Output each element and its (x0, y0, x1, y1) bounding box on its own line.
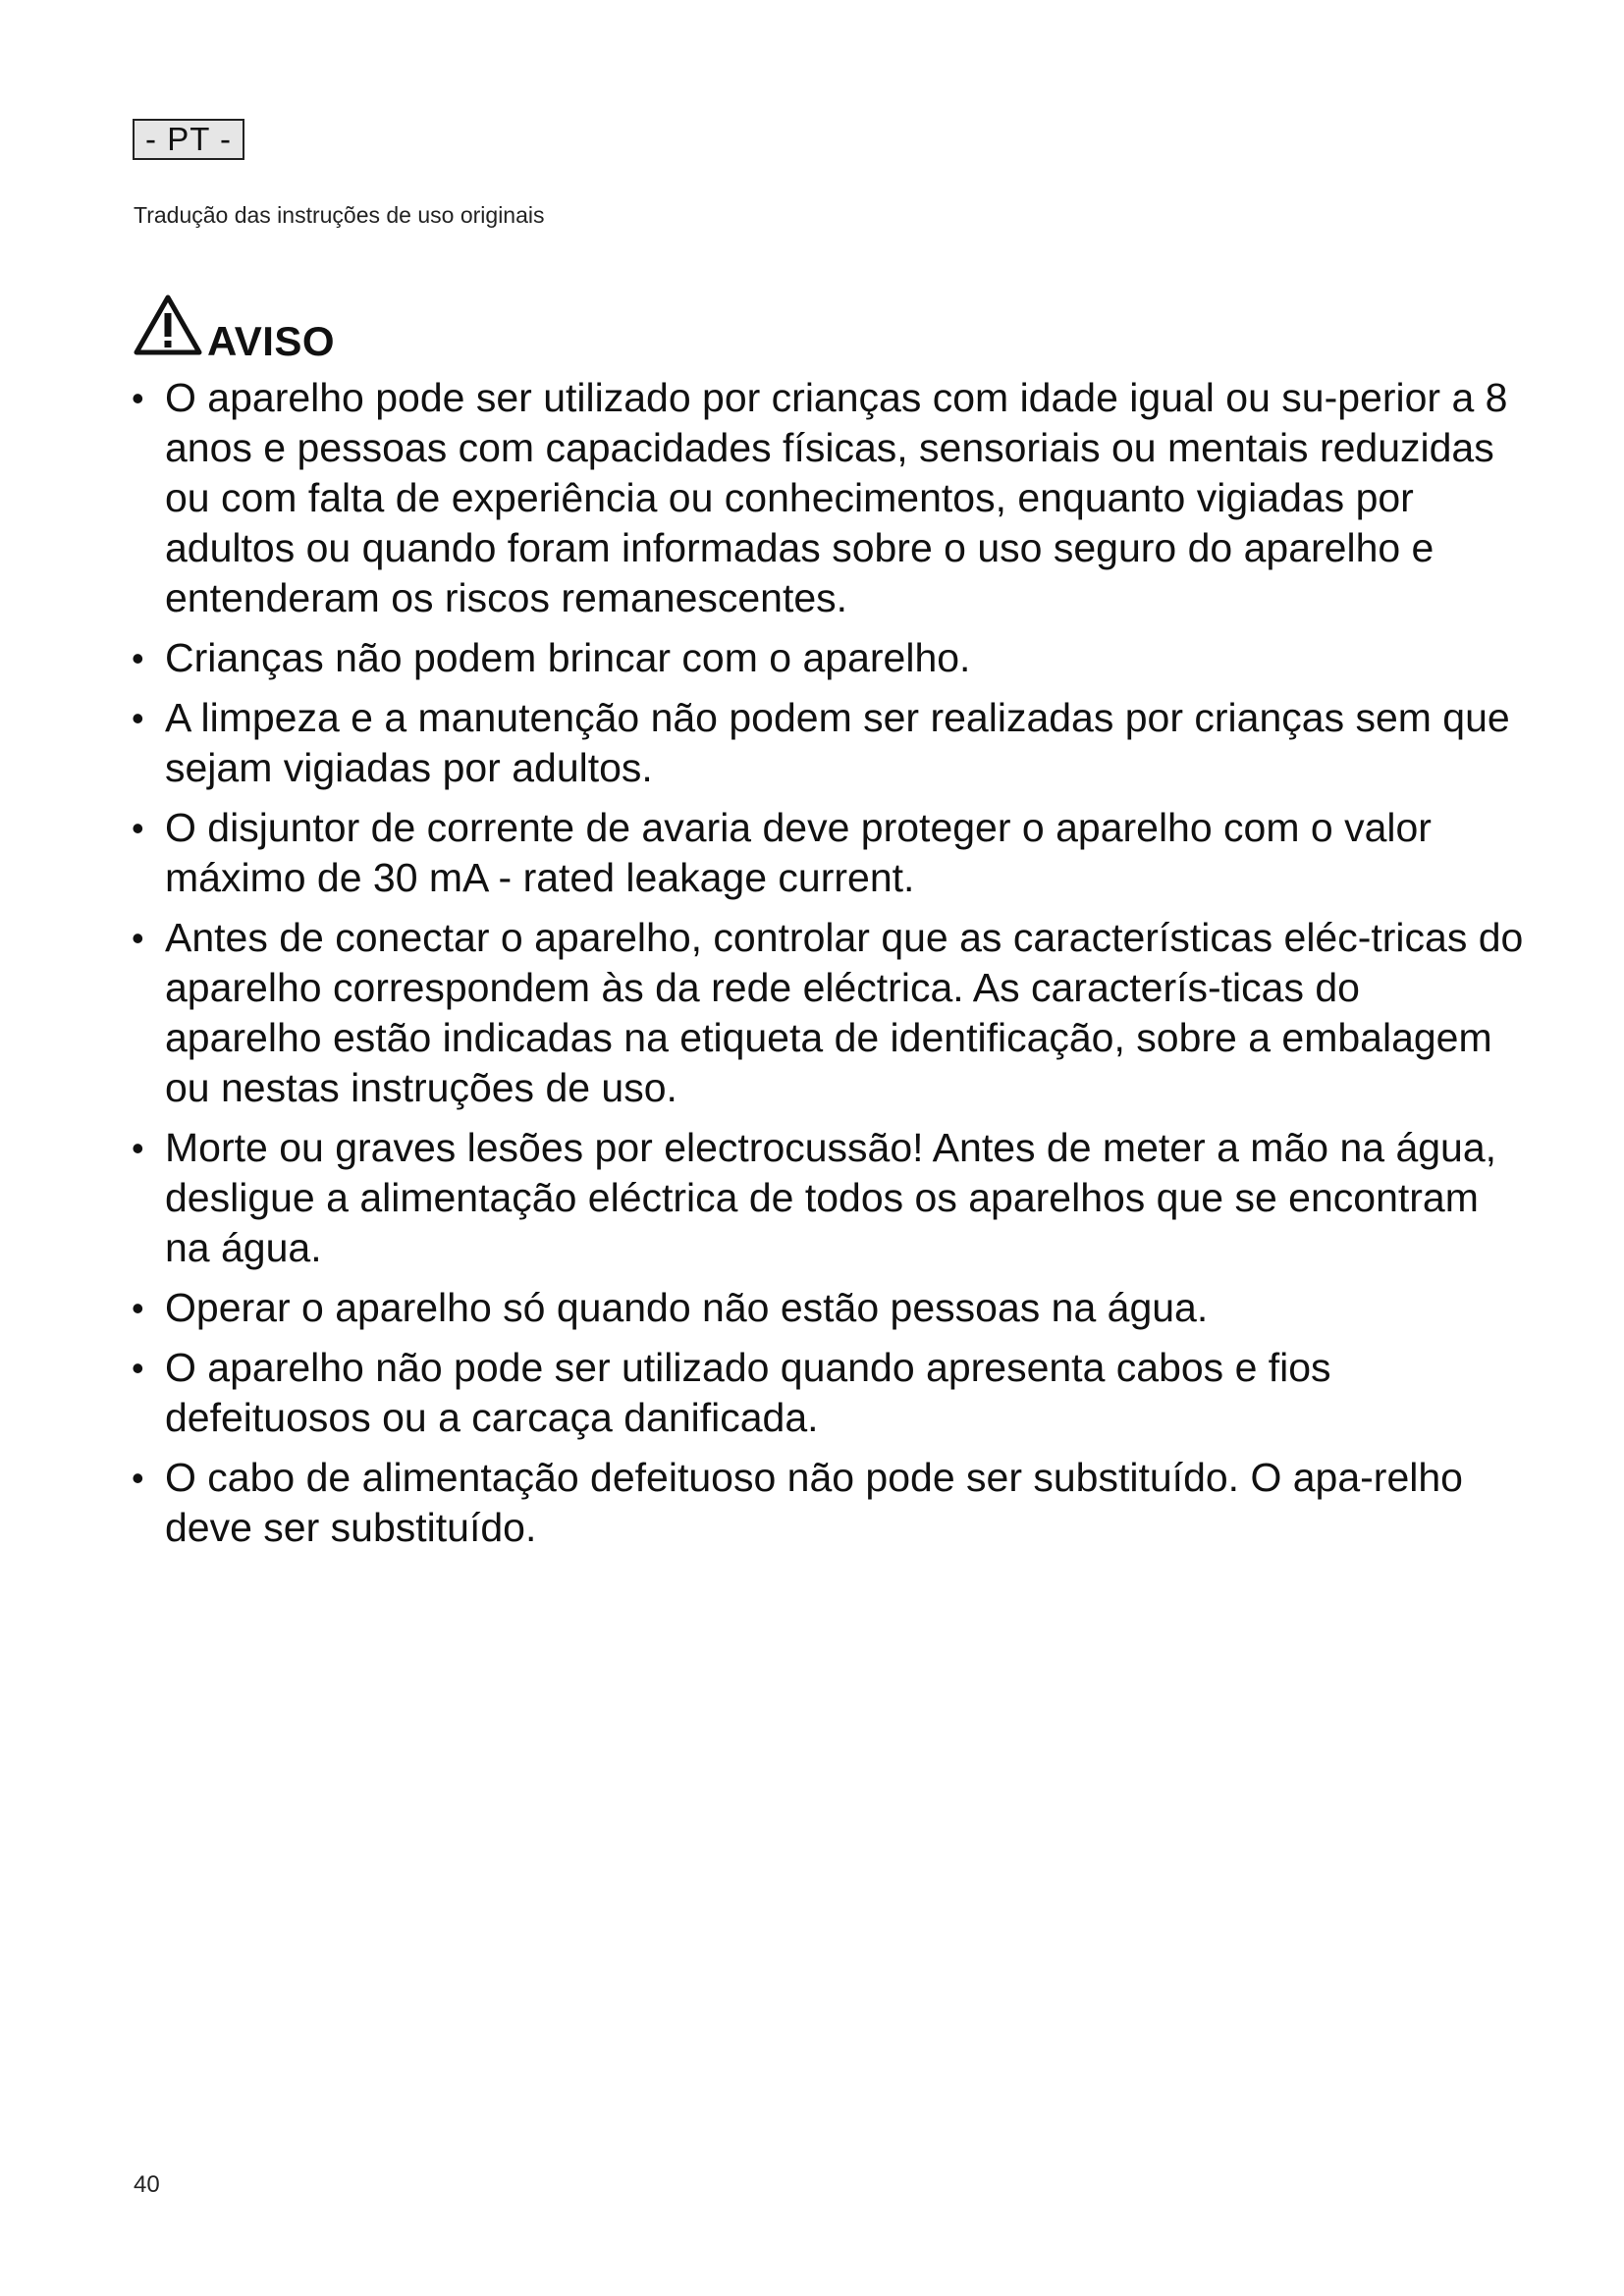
page-number: 40 (134, 2171, 160, 2198)
warning-item (130, 373, 1524, 623)
bullet-icon: • (132, 918, 144, 958)
warning-item (130, 1343, 1524, 1443)
warning-item-text: O cabo de alimentação defeituoso não pode ser substituído. O apa-relho deve ser substituído. (165, 1455, 1463, 1550)
bullet-icon: • (132, 698, 144, 738)
warning-item-text: Morte ou graves lesões por electrocussão! Antes de meter a mão na água, desligue a alimentação eléctrica de todos os aparelhos que se encontram na água. (165, 1125, 1497, 1270)
warning-list (130, 373, 1524, 1563)
warning-item-text: Operar o aparelho só quando não estão pessoas na água. (165, 1285, 1209, 1330)
warning-heading (133, 294, 336, 364)
bullet-icon: • (132, 1288, 144, 1328)
bullet-icon: • (132, 378, 144, 418)
bullet-icon: • (132, 1128, 144, 1168)
bullet-icon: • (132, 808, 144, 848)
warning-item-text: A limpeza e a manutenção não podem ser realizadas por crianças sem que sejam vigiadas por adultos. (165, 695, 1510, 790)
warning-item-text: Crianças não podem brincar com o aparelho. (165, 635, 971, 680)
warning-item-text: O disjuntor de corrente de avaria deve proteger o aparelho com o valor máximo de 30 mA - rated leakage current. (165, 805, 1432, 900)
warning-item (130, 803, 1524, 903)
warning-item (130, 693, 1524, 793)
warning-item (130, 1453, 1524, 1553)
bullet-icon: • (132, 1458, 144, 1498)
language-tag: - PT - (133, 119, 244, 160)
warning-item (130, 1283, 1524, 1333)
warning-item-text: Antes de conectar o aparelho, controlar que as características eléc-tricas do aparelho correspondem às da rede eléctrica. As caracterís-ticas do aparelho estão indicadas na etiqueta de identificação, sobre a embalagem ou nestas instruções de uso. (165, 915, 1524, 1110)
translation-subtitle: Tradução das instruções de uso originais (134, 202, 545, 228)
bullet-icon: • (132, 638, 144, 678)
warning-triangle-icon (133, 294, 203, 356)
warning-item-text: O aparelho pode ser utilizado por crianças com idade igual ou su-perior a 8 anos e pessoas com capacidades físicas, sensoriais ou mentais reduzidas ou com falta de experiência ou conhecimentos, enquanto vigiadas por adultos ou quando foram informadas sobre o uso seguro do aparelho e entenderam os riscos remanescentes. (165, 375, 1508, 620)
bullet-icon: • (132, 1348, 144, 1388)
warning-title: AVISO (207, 318, 336, 364)
warning-item (130, 913, 1524, 1113)
warning-item (130, 633, 1524, 683)
warning-item-text: O aparelho não pode ser utilizado quando apresenta cabos e fios defeituosos ou a carcaça danificada. (165, 1345, 1331, 1440)
warning-item (130, 1123, 1524, 1273)
